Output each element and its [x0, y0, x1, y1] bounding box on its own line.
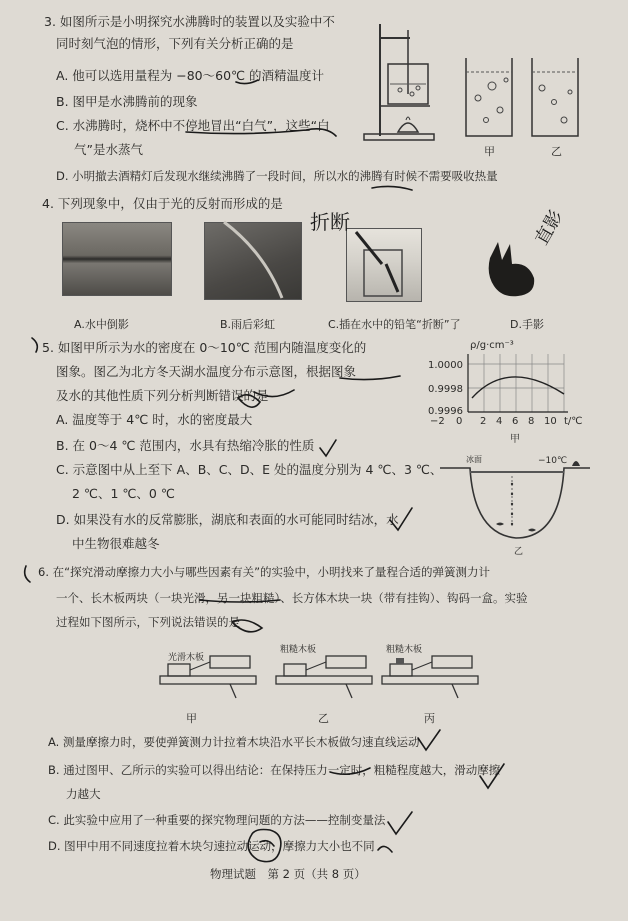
q6-option-d: D. 图甲中用不同速度拉着木块匀速拉动运动，摩擦力大小也不同: [48, 839, 375, 853]
q6-label-bing: 丙: [424, 712, 435, 725]
q4-pencil-glass: [346, 228, 420, 300]
q4-caption-a: A.水中倒影: [74, 318, 129, 331]
q3-stem-line2: 同时刻气泡的情形，下列有关分析正确的是: [56, 36, 294, 51]
q5-option-c-line2: 2 ℃、1 ℃、0 ℃: [72, 486, 175, 501]
q5-graph-xtick-4: 4: [496, 416, 503, 427]
q6-option-b-line2: 力越大: [66, 787, 101, 801]
q5-stem-line1: 5. 如图甲所示为水的密度在 0～10℃ 范围内随温度变化的: [42, 340, 367, 355]
q5-graph-ytick-2: 0.9998: [428, 384, 463, 395]
q5-option-d-line2: 中生物很难越冬: [72, 536, 160, 551]
q4-photo-reflection: [62, 222, 172, 296]
q5-lake-surface-label: 冰面: [466, 455, 482, 464]
q6-board-rough-yi: 粗糙木板: [280, 645, 317, 655]
q5-graph-xtick-1: −2: [430, 416, 445, 427]
q3-option-b: B. 图甲是水沸腾前的现象: [56, 94, 198, 109]
q5-option-c-line1: C. 示意图中从上至下 A、B、C、D、E 处的温度分别为 4 ℃、3 ℃、: [56, 462, 443, 477]
q5-graph-label: 甲: [510, 434, 520, 445]
q4-caption-d: D.手影: [510, 318, 544, 331]
q5-graph-xunit: t/℃: [564, 416, 583, 427]
q4-hand-shadow: [484, 238, 554, 302]
q3-option-c-line1: C. 水沸腾时，烧杯中不停地冒出“白气”，这些“白: [56, 118, 330, 133]
q3-option-c-line2: 气”是水蒸气: [74, 142, 143, 157]
q6-stem-line2: 一个、长木板两块（一块光滑，另一块粗糙）、长方体木块一块（带有挂钩）、钩码一盒。实验: [56, 591, 528, 605]
q3-option-a: A. 他可以选用量程为 −80～60℃ 的酒精温度计: [56, 68, 325, 83]
q5-option-d-line1: D. 如果没有水的反常膨胀，湖底和表面的水可能同时结冰，水: [56, 512, 399, 527]
page-footer: 物理试题 第 2 页（共 8 页）: [210, 867, 366, 881]
q3-beaker-yi-label: 乙: [551, 145, 562, 158]
q5-graph-xtick-7: 10: [544, 416, 557, 427]
q6-option-a: A. 测量摩擦力时，要使弹簧测力计拉着木块沿水平长木板做匀速直线运动: [48, 735, 420, 749]
q5-graph-ytick-1: 1.0000: [428, 360, 463, 371]
q4-rainbow-arc: [204, 222, 300, 298]
q6-option-c: C. 此实验中应用了一种重要的探究物理问题的方法——控制变量法: [48, 813, 386, 827]
q3-beaker-yi: [528, 58, 584, 142]
q5-option-b: B. 在 0～4 ℃ 范围内，水具有热缩冷胀的性质: [56, 438, 315, 453]
q5-graph-ylabel: ρ/g·cm⁻³: [470, 340, 514, 351]
q5-density-graph: [468, 354, 568, 416]
q6-stem-line3: 过程如下图所示，下列说法错误的是: [56, 615, 240, 629]
q5-lake-air-temp: −10℃: [538, 456, 568, 466]
q6-label-yi: 乙: [318, 712, 329, 725]
q4-caption-c: C.插在水中的铅笔“折断”了: [328, 318, 461, 331]
q6-stem-line1: 6. 在“探究滑动摩擦力大小与哪些因素有关”的实验中，小明找来了量程合适的弹簧测力计: [38, 565, 491, 579]
handwriting-q4-d: 直影: [531, 206, 568, 249]
q6-label-jia: 甲: [186, 712, 197, 725]
q6-option-b-line1: B. 通过图甲、乙所示的实验可以得出结论：在保持压力一定时，粗糙程度越大，滑动摩擦: [48, 763, 501, 777]
q5-graph-ytick-3: 0.9996: [428, 406, 463, 417]
q3-boiling-apparatus-figure: [360, 24, 450, 144]
q4-stem: 4. 下列现象中，仅由于光的反射而形成的是: [42, 196, 283, 211]
q5-option-a: A. 温度等于 4℃ 时，水的密度最大: [56, 412, 253, 427]
q6-board-rough-bing: 粗糙木板: [386, 645, 423, 655]
q5-graph-xtick-2: 0: [456, 416, 463, 427]
q5-lake-label: 乙: [514, 547, 524, 557]
q3-option-d: D. 小明撤去酒精灯后发现水继续沸腾了一段时间，所以水的沸腾有时候不需要吸收热量: [56, 169, 498, 183]
q5-graph-xtick-5: 6: [512, 416, 519, 427]
q5-graph-xtick-6: 8: [528, 416, 535, 427]
q3-beaker-jia-label: 甲: [484, 145, 495, 158]
handwriting-q4-c: 折断: [310, 210, 350, 234]
q6-board-smooth: 光滑木板: [168, 653, 205, 663]
q5-graph-xtick-3: 2: [480, 416, 487, 427]
q5-stem-line3: 及水的其他性质下列分析判断错误的是: [56, 388, 269, 403]
q3-beaker-jia: [462, 58, 518, 142]
q4-caption-b: B.雨后彩虹: [220, 318, 276, 331]
q5-lake-diagram: [440, 454, 590, 546]
q5-stem-line2: 图象。图乙为北方冬天湖水温度分布示意图，根据图象: [56, 364, 357, 379]
q3-stem-line1: 3. 如图所示是小明探究水沸腾时的装置以及实验中不: [44, 14, 335, 29]
